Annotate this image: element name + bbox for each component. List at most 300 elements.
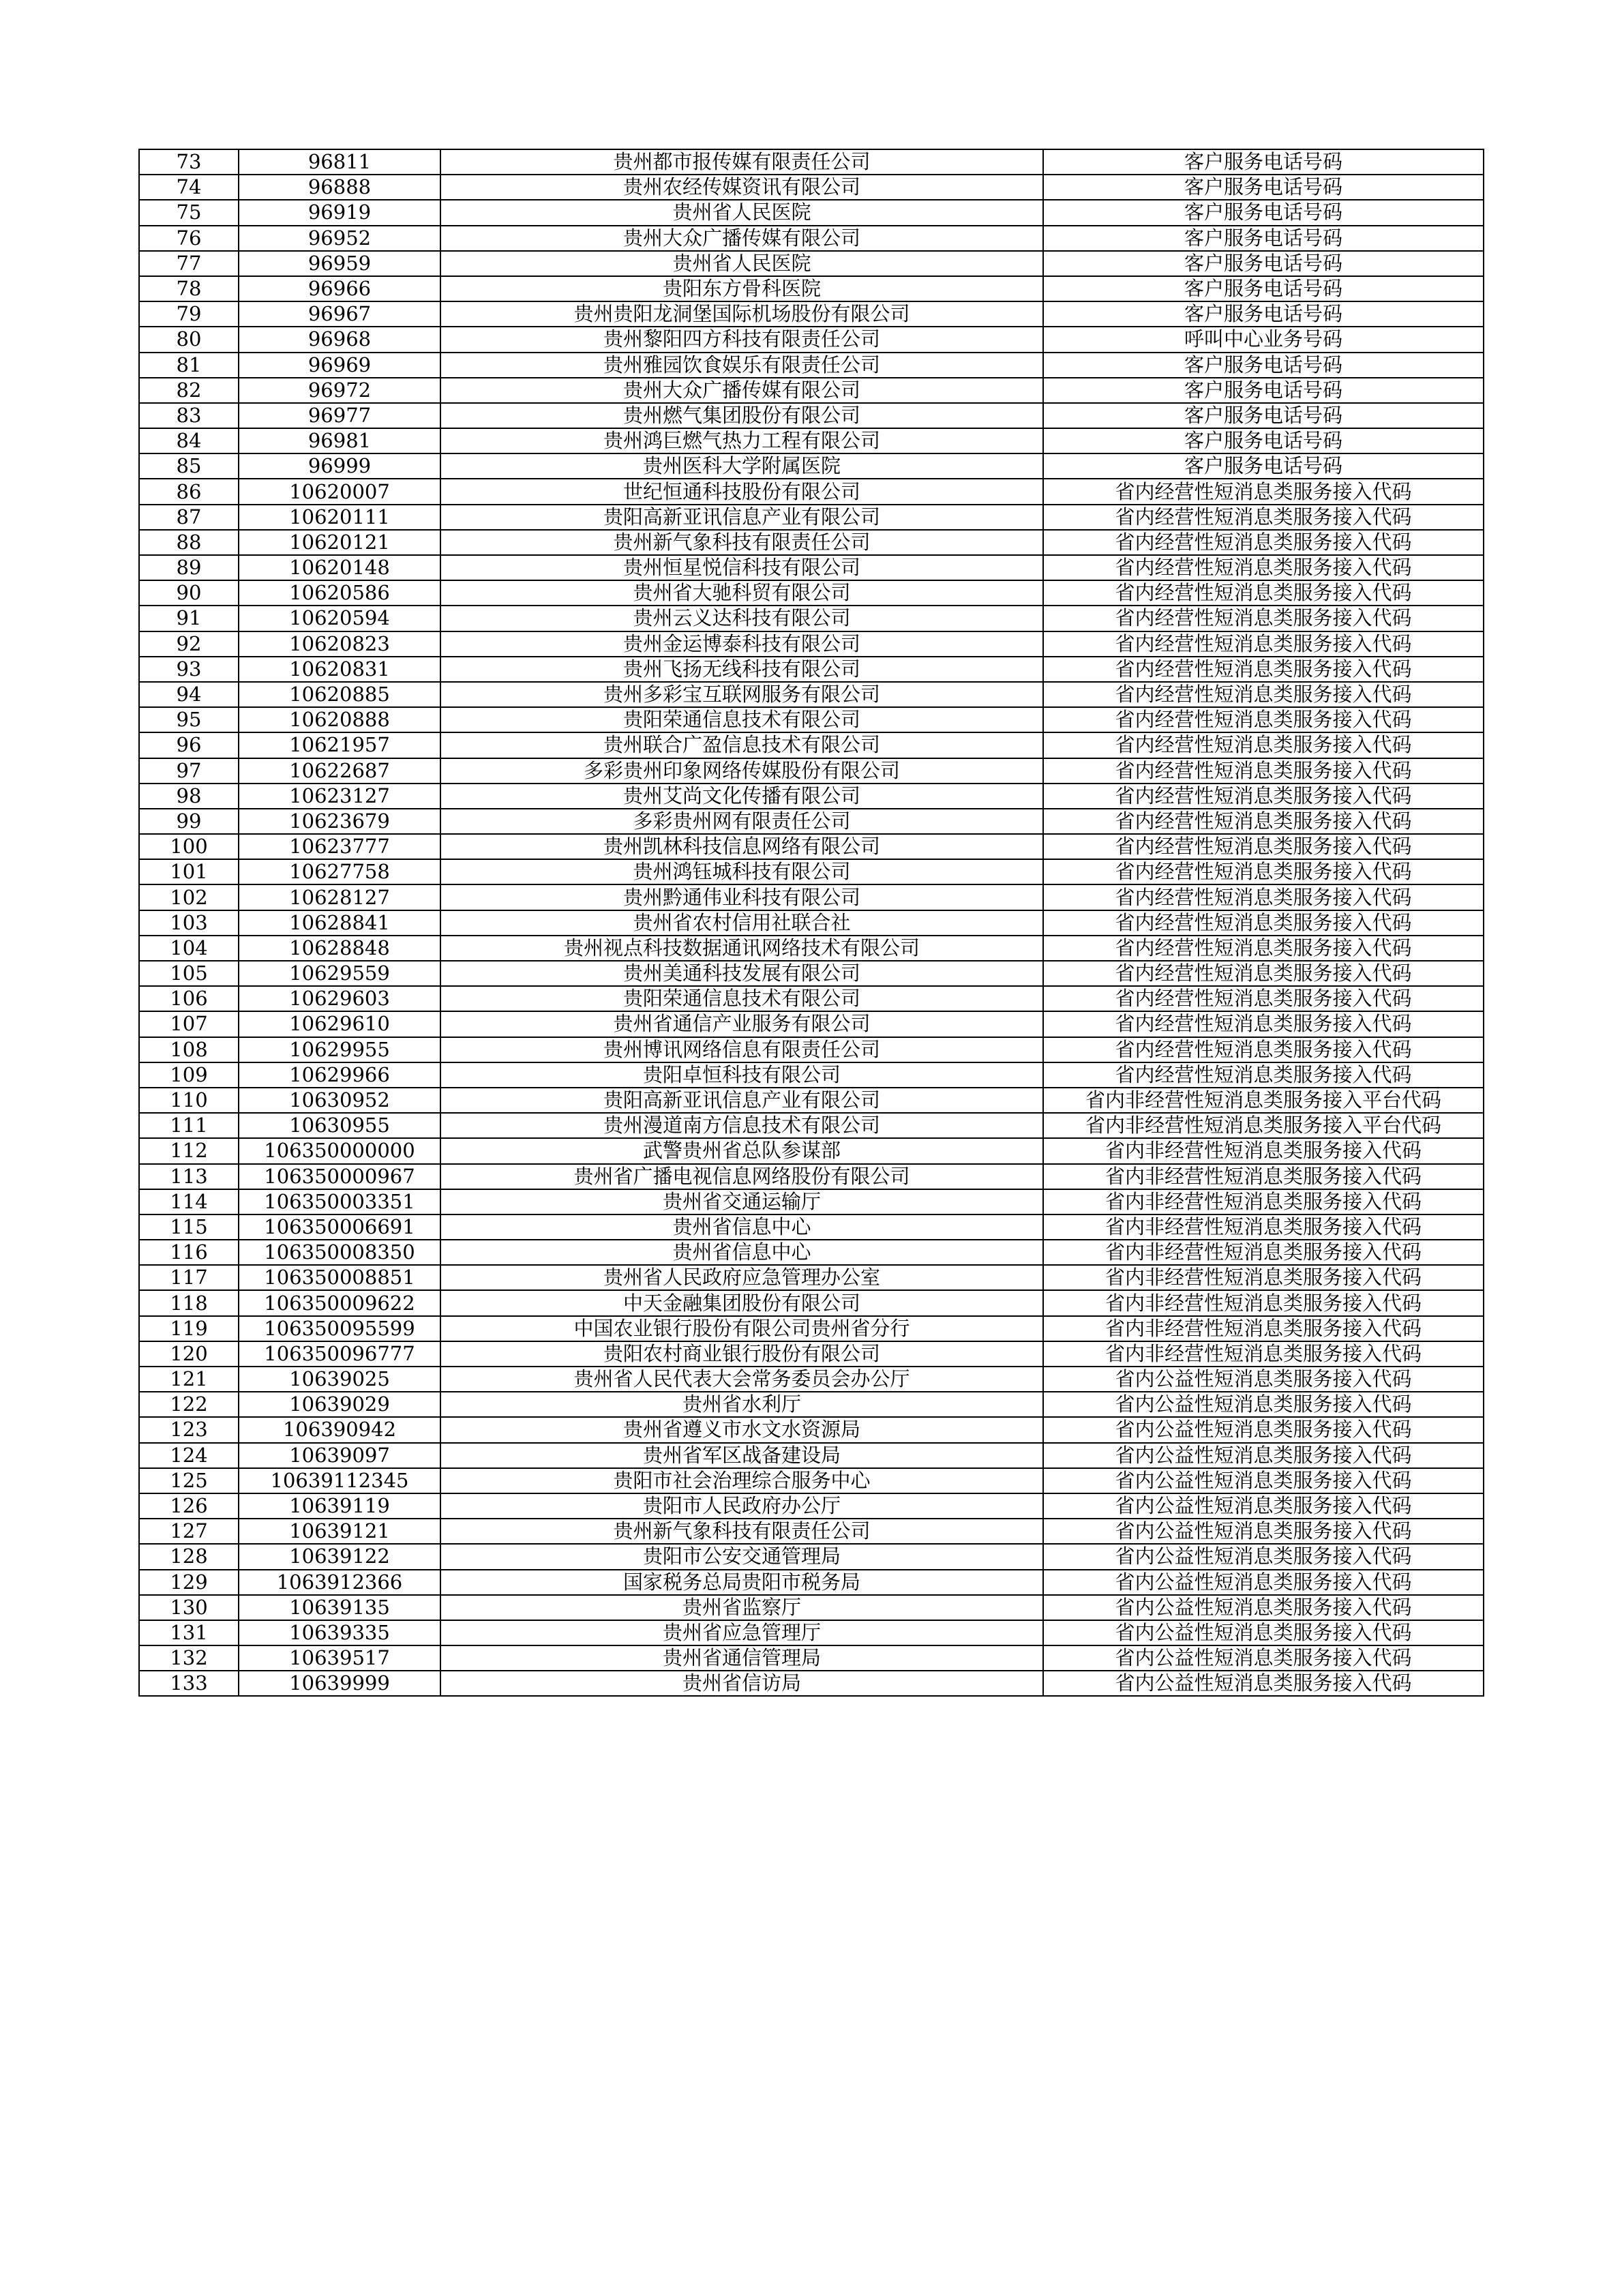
table-row [139, 1443, 1484, 1468]
organization-name-cell: 贵阳市人民政府办公厅 [440, 1493, 1043, 1519]
serial-number-cell: 102 [139, 884, 239, 910]
table-row [139, 1316, 1484, 1341]
organization-name-cell: 中国农业银行股份有限公司贵州省分行 [440, 1316, 1043, 1341]
serial-number-cell: 79 [139, 301, 239, 327]
table-row [139, 1138, 1484, 1163]
table-row [139, 1164, 1484, 1189]
code-type-cell: 省内经营性短消息类服务接入代码 [1043, 505, 1484, 530]
code-number-cell: 10639122 [239, 1544, 440, 1569]
table-row [139, 1367, 1484, 1392]
code-type-cell: 省内非经营性短消息类服务接入代码 [1043, 1265, 1484, 1290]
serial-number-cell: 89 [139, 555, 239, 580]
serial-number-cell: 77 [139, 251, 239, 276]
code-number-cell: 10620121 [239, 530, 440, 555]
serial-number-cell: 131 [139, 1620, 239, 1645]
code-type-cell: 省内经营性短消息类服务接入代码 [1043, 758, 1484, 784]
code-type-cell: 省内公益性短消息类服务接入代码 [1043, 1620, 1484, 1645]
code-type-cell: 省内经营性短消息类服务接入代码 [1043, 910, 1484, 936]
code-number-cell: 10639025 [239, 1367, 440, 1392]
code-type-cell: 省内经营性短消息类服务接入代码 [1043, 732, 1484, 758]
code-type-cell: 省内经营性短消息类服务接入代码 [1043, 555, 1484, 580]
serial-number-cell: 91 [139, 606, 239, 631]
table-row [139, 353, 1484, 378]
serial-number-cell: 125 [139, 1468, 239, 1493]
code-type-cell: 省内经营性短消息类服务接入代码 [1043, 606, 1484, 631]
table-row [139, 1341, 1484, 1367]
table-row [139, 1240, 1484, 1265]
code-type-cell: 客户服务电话号码 [1043, 378, 1484, 403]
code-number-cell: 10623777 [239, 834, 440, 859]
organization-name-cell: 贵州大众广播传媒有限公司 [440, 226, 1043, 251]
code-type-cell: 呼叫中心业务号码 [1043, 327, 1484, 352]
code-number-cell: 10639029 [239, 1392, 440, 1417]
code-number-cell: 10620586 [239, 580, 440, 606]
table-row [139, 1392, 1484, 1417]
table-row [139, 1468, 1484, 1493]
table-row [139, 682, 1484, 707]
organization-name-cell: 贵阳东方骨科医院 [440, 276, 1043, 301]
code-number-cell: 10620823 [239, 631, 440, 657]
table-row [139, 479, 1484, 504]
organization-name-cell: 贵州燃气集团股份有限公司 [440, 403, 1043, 428]
code-type-cell: 省内经营性短消息类服务接入代码 [1043, 884, 1484, 910]
organization-name-cell: 贵州医科大学附属医院 [440, 453, 1043, 479]
code-number-cell: 10620148 [239, 555, 440, 580]
code-type-cell: 省内经营性短消息类服务接入代码 [1043, 859, 1484, 884]
organization-name-cell: 贵阳农村商业银行股份有限公司 [440, 1341, 1043, 1367]
serial-number-cell: 133 [139, 1671, 239, 1696]
table-row [139, 758, 1484, 784]
code-type-cell: 省内非经营性短消息类服务接入代码 [1043, 1316, 1484, 1341]
code-type-cell: 省内非经营性短消息类服务接入代码 [1043, 1189, 1484, 1214]
code-type-cell: 省内经营性短消息类服务接入代码 [1043, 631, 1484, 657]
serial-number-cell: 116 [139, 1240, 239, 1265]
table-row [139, 1189, 1484, 1214]
code-type-cell: 省内经营性短消息类服务接入代码 [1043, 1062, 1484, 1088]
table-row [139, 1620, 1484, 1645]
code-type-cell: 省内非经营性短消息类服务接入代码 [1043, 1214, 1484, 1240]
code-number-cell: 10639517 [239, 1645, 440, 1671]
organization-name-cell: 贵州省农村信用社联合社 [440, 910, 1043, 936]
code-number-cell: 96972 [239, 378, 440, 403]
serial-number-cell: 74 [139, 175, 239, 200]
code-number-cell: 10639999 [239, 1671, 440, 1696]
serial-number-cell: 117 [139, 1265, 239, 1290]
organization-name-cell: 贵州省信访局 [440, 1671, 1043, 1696]
table-row [139, 1595, 1484, 1620]
serial-number-cell: 100 [139, 834, 239, 859]
code-type-cell: 省内经营性短消息类服务接入代码 [1043, 682, 1484, 707]
organization-name-cell: 贵州省通信管理局 [440, 1645, 1043, 1671]
organization-name-cell: 贵州美通科技发展有限公司 [440, 961, 1043, 986]
code-number-cell: 96966 [239, 276, 440, 301]
code-number-cell: 10630952 [239, 1088, 440, 1113]
table-row [139, 327, 1484, 352]
code-number-cell: 106350000967 [239, 1164, 440, 1189]
serial-number-cell: 96 [139, 732, 239, 758]
code-type-cell: 省内经营性短消息类服务接入代码 [1043, 784, 1484, 809]
organization-name-cell: 贵阳高新亚讯信息产业有限公司 [440, 1088, 1043, 1113]
table-row [139, 200, 1484, 225]
organization-name-cell: 贵州省军区战备建设局 [440, 1443, 1043, 1468]
code-number-cell: 10628841 [239, 910, 440, 936]
table-row [139, 784, 1484, 809]
code-type-cell: 省内经营性短消息类服务接入代码 [1043, 1037, 1484, 1062]
code-number-cell: 10629955 [239, 1037, 440, 1062]
table-row [139, 1519, 1484, 1544]
serial-number-cell: 82 [139, 378, 239, 403]
code-number-cell: 96959 [239, 251, 440, 276]
table-row [139, 631, 1484, 657]
code-number-cell: 10620111 [239, 505, 440, 530]
code-type-cell: 省内经营性短消息类服务接入代码 [1043, 580, 1484, 606]
table-row [139, 834, 1484, 859]
table-row [139, 606, 1484, 631]
table-row [139, 936, 1484, 961]
organization-name-cell: 贵州省人民政府应急管理办公室 [440, 1265, 1043, 1290]
organization-name-cell: 武警贵州省总队参谋部 [440, 1138, 1043, 1163]
organization-name-cell: 贵州省广播电视信息网络股份有限公司 [440, 1164, 1043, 1189]
serial-number-cell: 86 [139, 479, 239, 504]
organization-name-cell: 贵州飞扬无线科技有限公司 [440, 657, 1043, 682]
organization-name-cell: 贵州省应急管理厅 [440, 1620, 1043, 1645]
serial-number-cell: 127 [139, 1519, 239, 1544]
code-number-cell: 96888 [239, 175, 440, 200]
serial-number-cell: 123 [139, 1417, 239, 1442]
organization-name-cell: 贵州新气象科技有限责任公司 [440, 530, 1043, 555]
serial-number-cell: 94 [139, 682, 239, 707]
serial-number-cell: 95 [139, 707, 239, 732]
serial-number-cell: 109 [139, 1062, 239, 1088]
table-row [139, 1265, 1484, 1290]
organization-name-cell: 世纪恒通科技股份有限公司 [440, 479, 1043, 504]
table-row [139, 251, 1484, 276]
table-row [139, 1113, 1484, 1138]
code-type-cell: 省内经营性短消息类服务接入代码 [1043, 961, 1484, 986]
serial-number-cell: 121 [139, 1367, 239, 1392]
organization-name-cell: 贵州省水利厅 [440, 1392, 1043, 1417]
table-row [139, 530, 1484, 555]
serial-number-cell: 132 [139, 1645, 239, 1671]
organization-name-cell: 贵州省大驰科贸有限公司 [440, 580, 1043, 606]
organization-name-cell: 国家税务总局贵阳市税务局 [440, 1570, 1043, 1595]
organization-name-cell: 贵州省信息中心 [440, 1240, 1043, 1265]
serial-number-cell: 101 [139, 859, 239, 884]
organization-name-cell: 贵州鸿巨燃气热力工程有限公司 [440, 428, 1043, 453]
code-number-cell: 10630955 [239, 1113, 440, 1138]
code-number-cell: 96811 [239, 149, 440, 175]
table-row [139, 1037, 1484, 1062]
serial-number-cell: 130 [139, 1595, 239, 1620]
organization-name-cell: 贵州新气象科技有限责任公司 [440, 1519, 1043, 1544]
organization-name-cell: 中天金融集团股份有限公司 [440, 1290, 1043, 1315]
code-number-cell: 96981 [239, 428, 440, 453]
code-type-cell: 省内公益性短消息类服务接入代码 [1043, 1671, 1484, 1696]
code-type-cell: 省内非经营性短消息类服务接入平台代码 [1043, 1088, 1484, 1113]
organization-name-cell: 贵阳荣通信息技术有限公司 [440, 986, 1043, 1011]
code-number-cell: 96967 [239, 301, 440, 327]
organization-name-cell: 贵州贵阳龙洞堡国际机场股份有限公司 [440, 301, 1043, 327]
table-row [139, 276, 1484, 301]
table-row [139, 555, 1484, 580]
serial-number-cell: 115 [139, 1214, 239, 1240]
code-type-cell: 省内经营性短消息类服务接入代码 [1043, 1011, 1484, 1037]
serial-number-cell: 105 [139, 961, 239, 986]
code-number-cell: 1063912366 [239, 1570, 440, 1595]
code-type-cell: 客户服务电话号码 [1043, 301, 1484, 327]
table-row [139, 1570, 1484, 1595]
code-number-cell: 10629610 [239, 1011, 440, 1037]
code-number-cell: 10623127 [239, 784, 440, 809]
code-number-cell: 10629966 [239, 1062, 440, 1088]
code-type-cell: 客户服务电话号码 [1043, 175, 1484, 200]
serial-number-cell: 114 [139, 1189, 239, 1214]
code-type-cell: 客户服务电话号码 [1043, 403, 1484, 428]
organization-name-cell: 多彩贵州印象网络传媒股份有限公司 [440, 758, 1043, 784]
code-type-cell: 客户服务电话号码 [1043, 251, 1484, 276]
serial-number-cell: 122 [139, 1392, 239, 1417]
code-type-cell: 省内经营性短消息类服务接入代码 [1043, 809, 1484, 834]
organization-name-cell: 贵州大众广播传媒有限公司 [440, 378, 1043, 403]
code-number-cell: 10620007 [239, 479, 440, 504]
organization-name-cell: 贵州省信息中心 [440, 1214, 1043, 1240]
code-type-cell: 省内非经营性短消息类服务接入代码 [1043, 1164, 1484, 1189]
code-type-cell: 省内经营性短消息类服务接入代码 [1043, 657, 1484, 682]
code-allocation-table [138, 149, 1484, 1697]
organization-name-cell: 贵州雅园饮食娱乐有限责任公司 [440, 353, 1043, 378]
code-type-cell: 客户服务电话号码 [1043, 353, 1484, 378]
organization-name-cell: 贵州省人民医院 [440, 200, 1043, 225]
code-number-cell: 10620831 [239, 657, 440, 682]
code-number-cell: 106350008851 [239, 1265, 440, 1290]
code-number-cell: 10639335 [239, 1620, 440, 1645]
code-number-cell: 106350095599 [239, 1316, 440, 1341]
organization-name-cell: 贵阳市公安交通管理局 [440, 1544, 1043, 1569]
table-row [139, 378, 1484, 403]
table-row [139, 1544, 1484, 1569]
table-row [139, 505, 1484, 530]
organization-name-cell: 贵州博讯网络信息有限责任公司 [440, 1037, 1043, 1062]
code-number-cell: 10639119 [239, 1493, 440, 1519]
code-number-cell: 10639135 [239, 1595, 440, 1620]
code-type-cell: 省内公益性短消息类服务接入代码 [1043, 1493, 1484, 1519]
serial-number-cell: 87 [139, 505, 239, 530]
code-number-cell: 106350008350 [239, 1240, 440, 1265]
serial-number-cell: 110 [139, 1088, 239, 1113]
organization-name-cell: 贵州多彩宝互联网服务有限公司 [440, 682, 1043, 707]
organization-name-cell: 贵州省人民代表大会常务委员会办公厅 [440, 1367, 1043, 1392]
serial-number-cell: 75 [139, 200, 239, 225]
table-row [139, 1214, 1484, 1240]
code-number-cell: 106350006691 [239, 1214, 440, 1240]
serial-number-cell: 73 [139, 149, 239, 175]
table-row [139, 961, 1484, 986]
organization-name-cell: 贵阳市社会治理综合服务中心 [440, 1468, 1043, 1493]
code-number-cell: 106350096777 [239, 1341, 440, 1367]
table-row [139, 1088, 1484, 1113]
serial-number-cell: 118 [139, 1290, 239, 1315]
serial-number-cell: 108 [139, 1037, 239, 1062]
serial-number-cell: 90 [139, 580, 239, 606]
serial-number-cell: 78 [139, 276, 239, 301]
organization-name-cell: 贵州金运博泰科技有限公司 [440, 631, 1043, 657]
code-type-cell: 客户服务电话号码 [1043, 149, 1484, 175]
organization-name-cell: 贵阳卓恒科技有限公司 [440, 1062, 1043, 1088]
organization-name-cell: 贵州省人民医院 [440, 251, 1043, 276]
table-row [139, 453, 1484, 479]
organization-name-cell: 贵州黎阳四方科技有限责任公司 [440, 327, 1043, 352]
code-type-cell: 客户服务电话号码 [1043, 453, 1484, 479]
code-number-cell: 96952 [239, 226, 440, 251]
table-row [139, 175, 1484, 200]
code-number-cell: 10622687 [239, 758, 440, 784]
serial-number-cell: 112 [139, 1138, 239, 1163]
code-number-cell: 10629559 [239, 961, 440, 986]
serial-number-cell: 103 [139, 910, 239, 936]
code-number-cell: 96968 [239, 327, 440, 352]
serial-number-cell: 98 [139, 784, 239, 809]
table-body [139, 149, 1484, 1696]
table-row [139, 1290, 1484, 1315]
organization-name-cell: 贵州省交通运输厅 [440, 1189, 1043, 1214]
table-row [139, 859, 1484, 884]
organization-name-cell: 贵州恒星悦信科技有限公司 [440, 555, 1043, 580]
code-number-cell: 10639121 [239, 1519, 440, 1544]
table-row [139, 428, 1484, 453]
serial-number-cell: 81 [139, 353, 239, 378]
table-row [139, 1011, 1484, 1037]
code-type-cell: 省内公益性短消息类服务接入代码 [1043, 1443, 1484, 1468]
code-type-cell: 客户服务电话号码 [1043, 428, 1484, 453]
serial-number-cell: 99 [139, 809, 239, 834]
serial-number-cell: 106 [139, 986, 239, 1011]
organization-name-cell: 贵州省遵义市水文水资源局 [440, 1417, 1043, 1442]
code-number-cell: 10639097 [239, 1443, 440, 1468]
code-number-cell: 96919 [239, 200, 440, 225]
code-number-cell: 10639112345 [239, 1468, 440, 1493]
code-type-cell: 省内公益性短消息类服务接入代码 [1043, 1544, 1484, 1569]
code-type-cell: 省内公益性短消息类服务接入代码 [1043, 1570, 1484, 1595]
code-type-cell: 省内经营性短消息类服务接入代码 [1043, 986, 1484, 1011]
code-type-cell: 省内经营性短消息类服务接入代码 [1043, 707, 1484, 732]
serial-number-cell: 76 [139, 226, 239, 251]
organization-name-cell: 贵州艾尚文化传播有限公司 [440, 784, 1043, 809]
table-row [139, 732, 1484, 758]
table-row [139, 707, 1484, 732]
serial-number-cell: 128 [139, 1544, 239, 1569]
code-type-cell: 省内公益性短消息类服务接入代码 [1043, 1519, 1484, 1544]
organization-name-cell: 贵州省通信产业服务有限公司 [440, 1011, 1043, 1037]
organization-name-cell: 多彩贵州网有限责任公司 [440, 809, 1043, 834]
table-row [139, 1671, 1484, 1696]
serial-number-cell: 93 [139, 657, 239, 682]
serial-number-cell: 119 [139, 1316, 239, 1341]
table-row [139, 580, 1484, 606]
code-type-cell: 客户服务电话号码 [1043, 276, 1484, 301]
code-number-cell: 10629603 [239, 986, 440, 1011]
serial-number-cell: 97 [139, 758, 239, 784]
code-number-cell: 96977 [239, 403, 440, 428]
serial-number-cell: 92 [139, 631, 239, 657]
code-type-cell: 省内经营性短消息类服务接入代码 [1043, 530, 1484, 555]
code-type-cell: 客户服务电话号码 [1043, 200, 1484, 225]
organization-name-cell: 贵阳高新亚讯信息产业有限公司 [440, 505, 1043, 530]
code-type-cell: 省内公益性短消息类服务接入代码 [1043, 1417, 1484, 1442]
code-type-cell: 省内非经营性短消息类服务接入代码 [1043, 1341, 1484, 1367]
table-row [139, 986, 1484, 1011]
serial-number-cell: 129 [139, 1570, 239, 1595]
code-type-cell: 省内公益性短消息类服务接入代码 [1043, 1468, 1484, 1493]
table-row [139, 226, 1484, 251]
code-type-cell: 省内公益性短消息类服务接入代码 [1043, 1392, 1484, 1417]
table-row [139, 1417, 1484, 1442]
code-type-cell: 省内经营性短消息类服务接入代码 [1043, 479, 1484, 504]
table-row [139, 301, 1484, 327]
code-type-cell: 客户服务电话号码 [1043, 226, 1484, 251]
serial-number-cell: 120 [139, 1341, 239, 1367]
code-number-cell: 106390942 [239, 1417, 440, 1442]
code-type-cell: 省内非经营性短消息类服务接入代码 [1043, 1138, 1484, 1163]
serial-number-cell: 124 [139, 1443, 239, 1468]
organization-name-cell: 贵州联合广盈信息技术有限公司 [440, 732, 1043, 758]
code-number-cell: 10621957 [239, 732, 440, 758]
code-number-cell: 106350003351 [239, 1189, 440, 1214]
serial-number-cell: 111 [139, 1113, 239, 1138]
code-number-cell: 96969 [239, 353, 440, 378]
code-number-cell: 10620885 [239, 682, 440, 707]
code-type-cell: 省内公益性短消息类服务接入代码 [1043, 1595, 1484, 1620]
table-row [139, 910, 1484, 936]
organization-name-cell: 贵州视点科技数据通讯网络技术有限公司 [440, 936, 1043, 961]
code-type-cell: 省内经营性短消息类服务接入代码 [1043, 936, 1484, 961]
table-row [139, 403, 1484, 428]
organization-name-cell: 贵阳荣通信息技术有限公司 [440, 707, 1043, 732]
serial-number-cell: 84 [139, 428, 239, 453]
organization-name-cell: 贵州鸿钰城科技有限公司 [440, 859, 1043, 884]
code-type-cell: 省内公益性短消息类服务接入代码 [1043, 1645, 1484, 1671]
table-row [139, 149, 1484, 175]
serial-number-cell: 104 [139, 936, 239, 961]
serial-number-cell: 113 [139, 1164, 239, 1189]
serial-number-cell: 80 [139, 327, 239, 352]
organization-name-cell: 贵州漫道南方信息技术有限公司 [440, 1113, 1043, 1138]
code-number-cell: 10620888 [239, 707, 440, 732]
serial-number-cell: 126 [139, 1493, 239, 1519]
code-number-cell: 106350009622 [239, 1290, 440, 1315]
code-type-cell: 省内经营性短消息类服务接入代码 [1043, 834, 1484, 859]
serial-number-cell: 85 [139, 453, 239, 479]
table-row [139, 809, 1484, 834]
organization-name-cell: 贵州省监察厅 [440, 1595, 1043, 1620]
serial-number-cell: 88 [139, 530, 239, 555]
table-row [139, 657, 1484, 682]
code-type-cell: 省内非经营性短消息类服务接入代码 [1043, 1240, 1484, 1265]
serial-number-cell: 83 [139, 403, 239, 428]
organization-name-cell: 贵州黔通伟业科技有限公司 [440, 884, 1043, 910]
code-type-cell: 省内非经营性短消息类服务接入平台代码 [1043, 1113, 1484, 1138]
code-number-cell: 10628848 [239, 936, 440, 961]
code-type-cell: 省内公益性短消息类服务接入代码 [1043, 1367, 1484, 1392]
organization-name-cell: 贵州云义达科技有限公司 [440, 606, 1043, 631]
table-row [139, 1493, 1484, 1519]
serial-number-cell: 107 [139, 1011, 239, 1037]
code-number-cell: 96999 [239, 453, 440, 479]
code-number-cell: 10623679 [239, 809, 440, 834]
table-row [139, 884, 1484, 910]
code-number-cell: 10627758 [239, 859, 440, 884]
code-number-cell: 10620594 [239, 606, 440, 631]
organization-name-cell: 贵州凯林科技信息网络有限公司 [440, 834, 1043, 859]
